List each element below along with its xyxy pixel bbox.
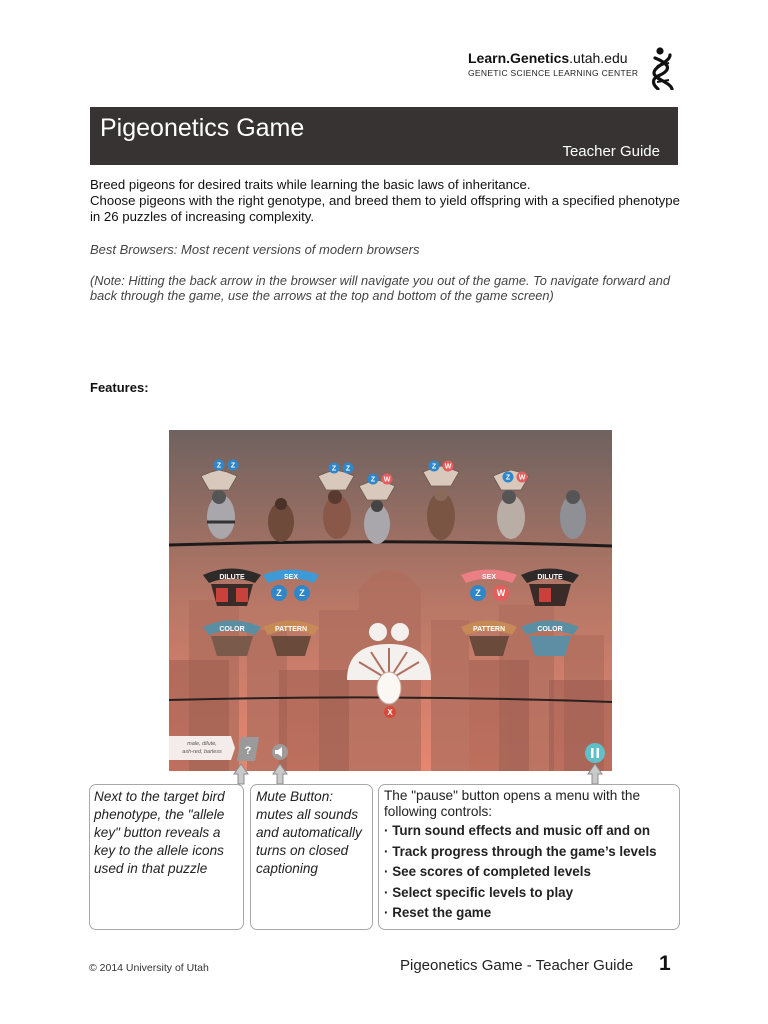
svg-text:COLOR: COLOR xyxy=(219,626,245,633)
svg-text:W: W xyxy=(444,463,452,471)
browser-note: Best Browsers: Most recent versions of modern browsers xyxy=(90,242,420,257)
list-item: · Turn sound effects and music off and on xyxy=(384,821,674,842)
pause-callout-intro: The "pause" button opens a menu with the following controls: xyxy=(384,788,641,819)
svg-text:PATTERN: PATTERN xyxy=(274,626,308,633)
list-item: · See scores of completed levels xyxy=(384,862,674,883)
pause-icon xyxy=(591,748,594,758)
intro-line-1: Breed pigeons for desired traits while learning the basic laws of inheritance. xyxy=(90,177,531,192)
question-icon: ? xyxy=(244,745,252,757)
svg-text:Z: Z xyxy=(370,476,376,484)
svg-text:X: X xyxy=(387,708,393,717)
svg-text:DILUTE: DILUTE xyxy=(537,574,563,581)
mute-button-callout: Mute Button: mutes all sounds and automatically turns on closed captioning xyxy=(250,784,373,930)
svg-text:SEX: SEX xyxy=(283,574,299,581)
navigation-note: (Note: Hitting the back arrow in the browser will navigate you out of the game. To navigate forward and back through the game, use the arrows at the top and bottom of the game screen) xyxy=(90,273,670,303)
dna-icon xyxy=(648,46,678,90)
page-title: Pigeonetics Game xyxy=(100,114,305,142)
copyright: © 2014 University of Utah xyxy=(89,962,209,974)
svg-text:SEX: SEX xyxy=(481,574,497,581)
title-bar xyxy=(90,107,678,165)
svg-text:Z: Z xyxy=(276,588,282,598)
pause-controls-list xyxy=(384,821,674,924)
pause-button[interactable] xyxy=(585,743,605,763)
site-logo xyxy=(468,50,644,78)
pause-button-callout xyxy=(378,784,680,930)
remove-egg-button[interactable] xyxy=(384,706,396,718)
logo-wordmark: Learn.Genetics.utah.edu xyxy=(468,50,628,66)
list-item: · Select specific levels to play xyxy=(384,883,674,904)
svg-text:Z: Z xyxy=(431,463,437,471)
svg-text:PATTERN: PATTERN xyxy=(472,626,506,633)
features-heading: Features: xyxy=(90,380,149,395)
list-item: · Reset the game xyxy=(384,903,674,924)
svg-text:ash-red, barless: ash-red, barless xyxy=(182,749,222,755)
svg-text:male, dilute,: male, dilute, xyxy=(187,741,217,747)
page-number: 1 xyxy=(659,952,671,975)
mute-button[interactable] xyxy=(272,744,288,760)
allele-key-callout: Next to the target bird phenotype, the "allele key" button reveals a key to the allele icons used in that puzzle xyxy=(89,784,244,930)
svg-text:COLOR: COLOR xyxy=(537,626,563,633)
svg-text:Z: Z xyxy=(230,462,236,470)
svg-text:Z: Z xyxy=(475,588,481,598)
footer-title: Pigeonetics Game - Teacher Guide xyxy=(400,957,634,974)
svg-text:DILUTE: DILUTE xyxy=(219,574,245,581)
page-subtitle: Teacher Guide xyxy=(562,143,660,160)
svg-text:Z: Z xyxy=(331,465,337,473)
svg-text:Z: Z xyxy=(216,462,222,470)
svg-text:Z: Z xyxy=(505,474,511,482)
intro-text xyxy=(90,177,682,225)
svg-text:Z: Z xyxy=(299,588,305,598)
intro-line-2: Choose pigeons with the right genotype, and breed them to yield offspring with a specified phenotype in 26 puzzles of increasing complexity. xyxy=(90,193,680,224)
svg-text:W: W xyxy=(496,588,506,598)
logo-tagline: GENETIC SCIENCE LEARNING CENTER xyxy=(468,68,639,78)
svg-text:Z: Z xyxy=(345,465,351,473)
target-phenotype xyxy=(169,736,235,760)
game-screenshot xyxy=(169,430,612,771)
svg-text:W: W xyxy=(383,476,391,484)
list-item: · Track progress through the game’s levels xyxy=(384,842,674,863)
svg-text:W: W xyxy=(518,474,526,482)
